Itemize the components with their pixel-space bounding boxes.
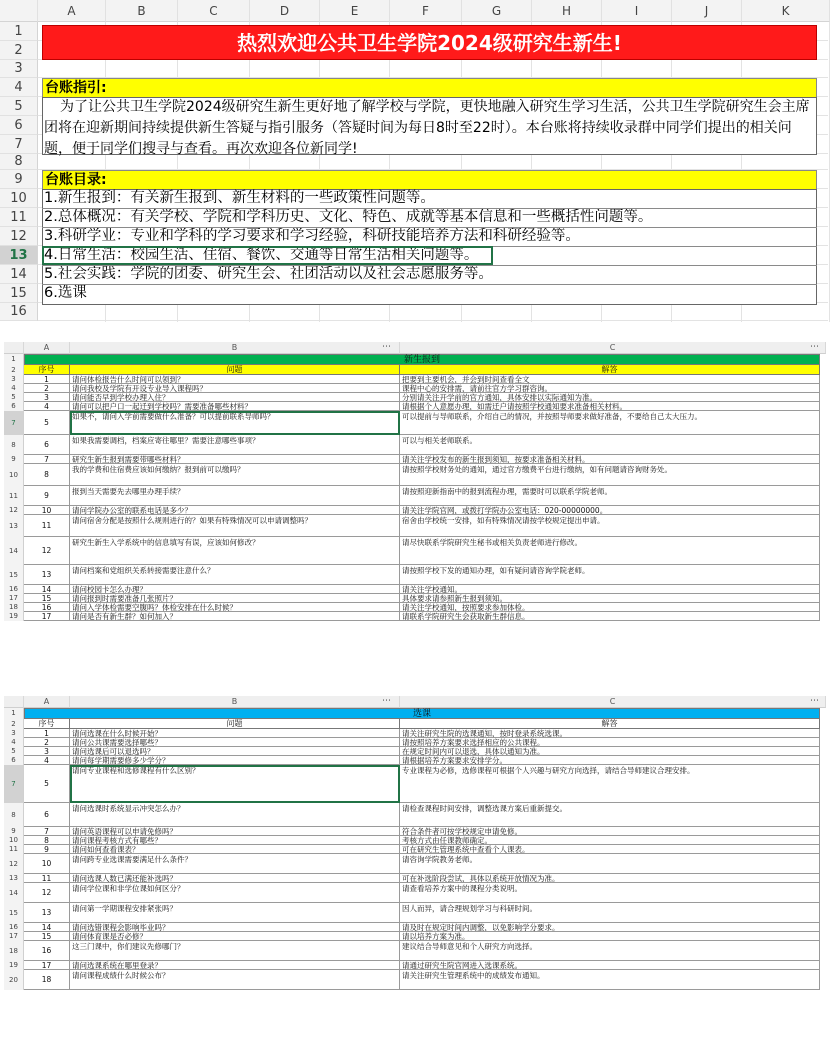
row-header[interactable]: 19 (4, 612, 24, 621)
table-cell-question[interactable]: 请问选课系统在哪里登录？ (70, 961, 400, 970)
table-cell-index[interactable]: 4 (24, 756, 70, 765)
table-cell-answer[interactable]: 请关注学校发布的新生报到须知，按要求准备相关材料。 (400, 455, 820, 464)
table-cell-index[interactable]: 7 (24, 455, 70, 464)
selected-cell (42, 246, 493, 265)
more-icon[interactable]: ⋯ (810, 696, 819, 706)
row-header[interactable]: 10 (4, 836, 24, 845)
table-cell-index[interactable]: 4 (24, 402, 70, 411)
spreadsheet-course (4, 696, 826, 1042)
table-cell-question[interactable]: 请问第一学期课程安排紧张吗？ (70, 903, 400, 923)
row-header[interactable]: 4 (0, 78, 38, 97)
table-cell-index[interactable]: 15 (24, 594, 70, 603)
row-header[interactable]: 17 (4, 932, 24, 941)
table-header[interactable]: 解答 (400, 365, 820, 375)
table-cell-answer[interactable]: 请按照学校下发的通知办理，如有疑问请咨询学院老师。 (400, 565, 820, 585)
row-header[interactable]: 15 (4, 903, 24, 923)
table-cell-question[interactable]: 请问英语课程可以申请免修吗？ (70, 827, 400, 836)
table-cell-index[interactable]: 6 (24, 435, 70, 455)
table-cell-index[interactable]: 18 (24, 970, 70, 990)
table-header[interactable]: 问题 (70, 365, 400, 375)
column-header[interactable]: K (742, 0, 830, 22)
table-cell-answer[interactable]: 请按照学校财务处的通知，通过官方缴费平台进行缴纳，如有问题请咨询财务处。 (400, 464, 820, 486)
column-header[interactable]: A (24, 696, 70, 708)
column-header[interactable]: J (672, 0, 742, 22)
row-header[interactable]: 20 (4, 970, 24, 990)
table-cell-index[interactable]: 16 (24, 603, 70, 612)
table-cell-answer[interactable]: 请尽快联系学院研究生秘书或相关负责老师进行修改。 (400, 537, 820, 565)
table-cell-index[interactable]: 9 (24, 845, 70, 854)
table-cell-answer[interactable]: 请关注研究生管理系统中的成绩发布通知。 (400, 970, 820, 990)
table-cell-index[interactable]: 10 (24, 854, 70, 874)
row-header[interactable]: 14 (0, 265, 38, 284)
row-header[interactable]: 3 (0, 60, 38, 78)
table-cell-index[interactable]: 8 (24, 836, 70, 845)
toc-item[interactable]: 3.科研学业：专业和学科的学习要求和学习经验，科研技能培养方法和科研经验等。 (44, 228, 580, 244)
row-header[interactable]: 8 (4, 435, 24, 455)
table-cell-answer[interactable]: 请根据个人意愿办理，如需迁户请按照学校通知要求准备相关材料。 (400, 402, 820, 411)
row-header[interactable]: 16 (4, 585, 24, 594)
table-cell-answer[interactable]: 可在补选阶段尝试，具体以系统开放情况为准。 (400, 874, 820, 883)
row-header[interactable]: 12 (4, 854, 24, 874)
table-cell-question[interactable]: 请问宿舍分配是按照什么规则进行的？如果有特殊情况可以申请调整吗？ (70, 515, 400, 537)
row-header[interactable]: 8 (4, 803, 24, 827)
table-cell-question[interactable]: 请问档案和党组织关系转接需要注意什么？ (70, 565, 400, 585)
table-cell-answer[interactable]: 请按照培养方案要求选择相应的公共课程。 (400, 738, 820, 747)
table-cell-index[interactable]: 11 (24, 874, 70, 883)
table-cell-index[interactable]: 6 (24, 803, 70, 827)
row-header[interactable]: 6 (4, 402, 24, 411)
sheet-title[interactable]: 新生报到 (24, 354, 820, 365)
table-cell-question[interactable]: 这三门课中，你们建议先修哪门？ (70, 941, 400, 961)
row-header[interactable]: 15 (4, 565, 24, 585)
selected-cell (70, 765, 400, 803)
guide-text[interactable]: 为了让公共卫生学院2024级研究生新生更好地了解学校与学院，更快地融入研究生学习生活，公共卫生学院研究生会主席团将在迎新期间持续提供新生答疑与指引服务（答疑时间为每日8时至22时）。本台账将持续收录群中同学们提出的相关问题，便于同学们搜寻与查看。再次欢迎各位新同学! (44, 99, 810, 157)
table-cell-index[interactable]: 13 (24, 565, 70, 585)
row-header[interactable]: 2 (4, 365, 24, 375)
column-header[interactable]: B (70, 342, 400, 354)
table-cell-question[interactable]: 请问入学体检需要空腹吗？体检安排在什么时候？ (70, 603, 400, 612)
toc-item[interactable]: 4.日常生活：校园生活、住宿、餐饮、交通等日常生活相关问题等。 (44, 247, 479, 263)
table-cell-question[interactable]: 请问报到时需要准备几张照片？ (70, 594, 400, 603)
table-cell-answer[interactable]: 可在研究生管理系统中查看个人课表。 (400, 845, 820, 854)
toc-item[interactable]: 6.选课 (44, 285, 87, 301)
table-cell-answer[interactable]: 请关注学校通知，按照要求参加体检。 (400, 603, 820, 612)
row-header[interactable]: 14 (4, 537, 24, 565)
table-cell-question[interactable]: 如果不，请问入学前需要做什么准备？可以提前联系导师吗？ (70, 411, 400, 435)
table-cell-question[interactable]: 请问公共课需要选择哪些？ (70, 738, 400, 747)
toc-divider (42, 208, 817, 209)
table-header[interactable]: 序号 (24, 365, 70, 375)
row-header[interactable]: 7 (0, 135, 38, 154)
table-cell-answer[interactable]: 请通过研究生院官网进入选课系统。 (400, 961, 820, 970)
table-cell-index[interactable]: 5 (24, 411, 70, 435)
table-cell-answer[interactable]: 符合条件者可按学校规定申请免修。 (400, 827, 820, 836)
toc-divider (42, 284, 817, 285)
table-cell-answer[interactable]: 因人而异，请合理规划学习与科研时间。 (400, 903, 820, 923)
spreadsheet-main (0, 0, 830, 322)
row-header[interactable]: 7 (4, 765, 24, 803)
row-header[interactable]: 5 (0, 97, 38, 116)
table-cell-answer[interactable]: 课程中心的安排需，请前往官方学习群咨询。 (400, 384, 820, 393)
table-cell-index[interactable]: 11 (24, 515, 70, 537)
row-header[interactable]: 11 (4, 486, 24, 506)
table-cell-question[interactable]: 请问每学期需要修多少学分？ (70, 756, 400, 765)
row-header[interactable]: 13 (4, 874, 24, 883)
table-cell-question[interactable]: 请问学院办公室的联系电话是多少？ (70, 506, 400, 515)
table-cell-answer[interactable]: 可以提前与导师联系，介绍自己的情况，并按照导师要求做好准备，不要给自己太大压力。 (400, 411, 820, 435)
toc-title[interactable]: 台账目录: (42, 170, 817, 190)
row-header[interactable]: 12 (0, 227, 38, 246)
row-header[interactable]: 6 (4, 756, 24, 765)
row-header[interactable]: 1 (0, 22, 38, 41)
row-header[interactable]: 2 (0, 41, 38, 60)
row-header[interactable]: 4 (4, 738, 24, 747)
row-header[interactable]: 16 (0, 303, 38, 321)
row-header[interactable]: 1 (4, 354, 24, 365)
table-cell-index[interactable]: 2 (24, 738, 70, 747)
table-cell-answer[interactable]: 宿舍由学校统一安排，如有特殊情况请按学校规定提出申请。 (400, 515, 820, 537)
row-header[interactable]: 9 (0, 170, 38, 189)
row-header[interactable]: 9 (4, 827, 24, 836)
row-header[interactable]: 5 (4, 393, 24, 402)
table-cell-question[interactable]: 请问选课后可以退选吗？ (70, 747, 400, 756)
column-header[interactable]: C (178, 0, 250, 22)
table-cell-question[interactable]: 如果我需要调档，档案应寄往哪里？需要注意哪些事项？ (70, 435, 400, 455)
toc-divider (42, 265, 817, 266)
table-cell-question[interactable]: 报到当天需要先去哪里办理手续？ (70, 486, 400, 506)
row-header[interactable]: 6 (0, 116, 38, 135)
table-cell-index[interactable]: 14 (24, 585, 70, 594)
table-cell-index[interactable]: 15 (24, 932, 70, 941)
row-header[interactable]: 13 (0, 246, 38, 265)
select-all-corner[interactable] (0, 0, 38, 22)
row-header[interactable]: 12 (4, 506, 24, 515)
row-header[interactable]: 2 (4, 719, 24, 729)
column-header[interactable]: E (320, 0, 390, 22)
selected-cell (70, 411, 400, 435)
row-header[interactable]: 13 (4, 515, 24, 537)
column-header[interactable]: I (602, 0, 672, 22)
table-cell-answer[interactable]: 请关注研究生院的选课通知，按时登录系统选课。 (400, 729, 820, 738)
column-header[interactable]: F (390, 0, 462, 22)
row-header[interactable]: 10 (4, 464, 24, 486)
table-cell-question[interactable]: 请问学位课和非学位课如何区分？ (70, 883, 400, 903)
table-cell-question[interactable]: 请问可以把户口一起迁到学校吗？需要准备哪些材料？ (70, 402, 400, 411)
table-cell-answer[interactable]: 考核方式由任课教师确定。 (400, 836, 820, 845)
table-cell-index[interactable]: 8 (24, 464, 70, 486)
table-cell-question[interactable]: 请问我校及学院有开设专业导入课程吗？ (70, 384, 400, 393)
table-cell-answer[interactable]: 在规定时间内可以退选，具体以通知为准。 (400, 747, 820, 756)
spreadsheet-registration (4, 342, 826, 678)
table-cell-index[interactable]: 3 (24, 747, 70, 756)
table-cell-question[interactable]: 请问选课时系统显示冲突怎么办？ (70, 803, 400, 827)
table-cell-answer[interactable]: 请咨询学院教务老师。 (400, 854, 820, 874)
table-cell-index[interactable]: 10 (24, 506, 70, 515)
table-cell-question[interactable]: 请问体检报告什么时间可以领到？ (70, 375, 400, 384)
table-cell-index[interactable]: 17 (24, 961, 70, 970)
table-cell-answer[interactable]: 请关注学校通知。 (400, 585, 820, 594)
table-cell-answer[interactable]: 具体要求请参照新生报到须知。 (400, 594, 820, 603)
table-header[interactable]: 序号 (24, 719, 70, 729)
column-header[interactable]: H (532, 0, 602, 22)
table-header[interactable]: 问题 (70, 719, 400, 729)
table-header[interactable]: 解答 (400, 719, 820, 729)
row-header[interactable]: 19 (4, 961, 24, 970)
table-cell-question[interactable]: 我的学费和住宿费应该如何缴纳？报到前可以缴吗？ (70, 464, 400, 486)
table-cell-index[interactable]: 14 (24, 923, 70, 932)
table-cell-question[interactable]: 请问课程考核方式有哪些？ (70, 836, 400, 845)
row-header[interactable]: 11 (0, 208, 38, 227)
table-cell-answer[interactable]: 请及时在规定时间内调整，以免影响学分要求。 (400, 923, 820, 932)
table-cell-question[interactable]: 请问校园卡怎么办理？ (70, 585, 400, 594)
table-cell-index[interactable]: 13 (24, 903, 70, 923)
table-cell-answer[interactable]: 可以与相关老师联系。 (400, 435, 820, 455)
table-cell-question[interactable]: 请问选课人数已满还能补选吗？ (70, 874, 400, 883)
column-header[interactable]: G (462, 0, 532, 22)
row-header[interactable]: 15 (0, 284, 38, 303)
row-header[interactable]: 7 (4, 411, 24, 435)
table-cell-index[interactable]: 1 (24, 375, 70, 384)
row-header[interactable]: 16 (4, 923, 24, 932)
row-header[interactable]: 18 (4, 941, 24, 961)
row-header[interactable]: 17 (4, 594, 24, 603)
table-cell-index[interactable]: 3 (24, 393, 70, 402)
table-cell-question[interactable]: 请问是否有新生群？如何加入？ (70, 612, 400, 621)
more-icon[interactable]: ⋯ (810, 342, 819, 352)
table-cell-index[interactable]: 5 (24, 765, 70, 803)
welcome-banner[interactable]: 热烈欢迎公共卫生学院2024级研究生新生! (42, 25, 817, 60)
column-header[interactable]: D (250, 0, 320, 22)
table-cell-answer[interactable]: 请联系学院研究生会获取新生群信息。 (400, 612, 820, 621)
column-header[interactable]: C (400, 342, 826, 354)
table-cell-answer[interactable]: 建议结合导师意见和个人研究方向选择。 (400, 941, 820, 961)
sheet-title[interactable]: 选课 (24, 708, 820, 719)
table-cell-answer[interactable]: 请以培养方案为准。 (400, 932, 820, 941)
table-cell-index[interactable]: 2 (24, 384, 70, 393)
table-cell-answer[interactable]: 请根据培养方案要求安排学分。 (400, 756, 820, 765)
table-cell-index[interactable]: 1 (24, 729, 70, 738)
toc-item[interactable]: 1.新生报到：有关新生报到、新生材料的一些政策性问题等。 (44, 190, 435, 206)
toc-item[interactable]: 2.总体概况：有关学校、学院和学科历史、文化、特色、成就等基本信息和一些概括性问题等。 (44, 209, 653, 225)
table-cell-question[interactable]: 请问课程成绩什么时候公布？ (70, 970, 400, 990)
table-cell-question[interactable]: 请问如何查看课表？ (70, 845, 400, 854)
row-header[interactable]: 5 (4, 747, 24, 756)
toc-item[interactable]: 5.社会实践：学院的团委、研究生会、社团活动以及社会志愿服务等。 (44, 266, 493, 282)
table-cell-index[interactable]: 12 (24, 883, 70, 903)
table-cell-question[interactable]: 研究生新生报到需要带哪些材料？ (70, 455, 400, 464)
table-cell-answer[interactable]: 专业课程为必修，选修课程可根据个人兴趣与研究方向选择，请结合导师建议合理安排。 (400, 765, 820, 803)
grid-line (38, 320, 828, 321)
select-all-corner[interactable] (4, 696, 24, 708)
column-header[interactable]: B (70, 696, 400, 708)
table-cell-question[interactable]: 请问跨专业选课需要满足什么条件？ (70, 854, 400, 874)
table-cell-question[interactable]: 请问选课在什么时候开始？ (70, 729, 400, 738)
row-header[interactable]: 3 (4, 375, 24, 384)
table-cell-answer[interactable]: 请按照迎新指南中的报到流程办理，需要时可以联系学院老师。 (400, 486, 820, 506)
table-cell-answer[interactable]: 请检查课程时间安排，调整选课方案后重新提交。 (400, 803, 820, 827)
table-cell-answer[interactable]: 请查看培养方案中的课程分类说明。 (400, 883, 820, 903)
table-cell-index[interactable]: 17 (24, 612, 70, 621)
column-header[interactable]: A (24, 342, 70, 354)
more-icon[interactable]: ⋯ (382, 342, 391, 352)
table-cell-question[interactable]: 请问专业课程和选修课程有什么区别？ (70, 765, 400, 803)
row-header[interactable]: 4 (4, 384, 24, 393)
row-header[interactable]: 11 (4, 845, 24, 854)
row-header[interactable]: 10 (0, 189, 38, 208)
toc-divider (42, 227, 817, 228)
row-header[interactable]: 8 (0, 154, 38, 170)
table-cell-index[interactable]: 12 (24, 537, 70, 565)
row-header[interactable]: 18 (4, 603, 24, 612)
table-cell-question[interactable]: 研究生新生入学系统中的信息填写有误，应该如何修改？ (70, 537, 400, 565)
row-header[interactable]: 3 (4, 729, 24, 738)
table-cell-index[interactable]: 16 (24, 941, 70, 961)
column-header[interactable]: C (400, 696, 826, 708)
table-cell-question[interactable]: 请问能否早到学校办理入住？ (70, 393, 400, 402)
select-all-corner[interactable] (4, 342, 24, 354)
row-header[interactable]: 14 (4, 883, 24, 903)
table-cell-index[interactable]: 9 (24, 486, 70, 506)
column-header[interactable]: B (106, 0, 178, 22)
table-cell-index[interactable]: 7 (24, 827, 70, 836)
table-cell-answer[interactable]: 把要到主要机会，并会到时间查看全文 (400, 375, 820, 384)
column-header[interactable]: A (38, 0, 106, 22)
table-cell-question[interactable]: 请问选错课程会影响毕业吗？ (70, 923, 400, 932)
table-cell-question[interactable]: 请问体育课是否必修？ (70, 932, 400, 941)
table-cell-answer[interactable]: 请关注学院官网，或拨打学院办公室电话：020-00000000。 (400, 506, 820, 515)
more-icon[interactable]: ⋯ (382, 696, 391, 706)
table-cell-answer[interactable]: 分别请关注开学前的官方通知，具体安排以实际通知为准。 (400, 393, 820, 402)
row-header[interactable]: 1 (4, 708, 24, 719)
row-header[interactable]: 9 (4, 455, 24, 464)
guide-title[interactable]: 台账指引: (42, 78, 817, 98)
